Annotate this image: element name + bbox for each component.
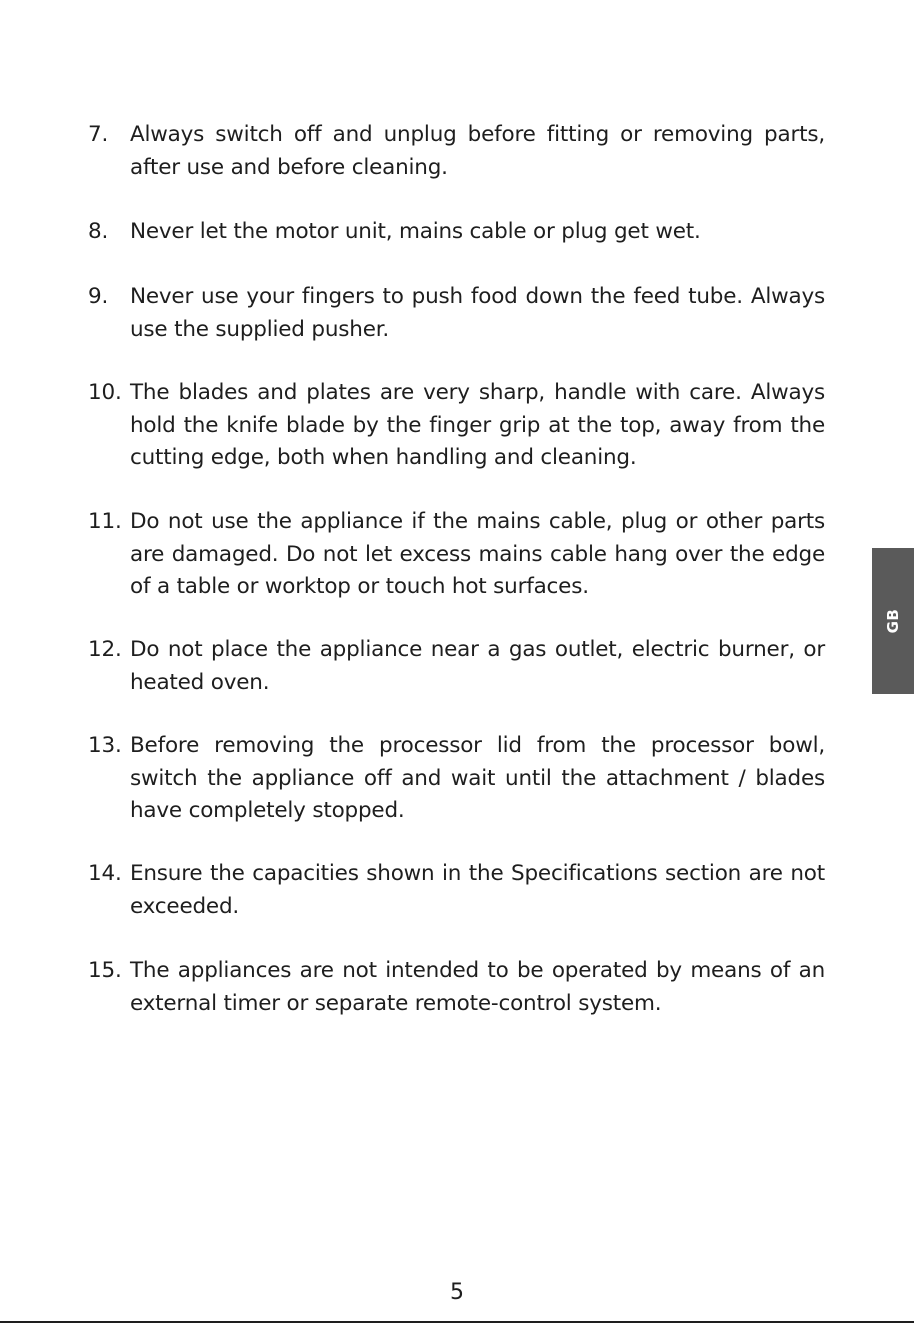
item-text: The appliances are not intended to be operated by means of an external timer or separate remote-control system. xyxy=(130,958,825,1016)
item-text: Never let the motor unit, mains cable or plug get wet. xyxy=(130,219,701,244)
item-text: Do not use the appliance if the mains cable, plug or other parts are damaged. Do not let excess mains cable hang over the edge of a table or worktop or touch hot surfaces. xyxy=(130,509,825,599)
item-number: 8. xyxy=(88,219,109,244)
item-text: Do not place the appliance near a gas outlet, electric burner, or heated oven. xyxy=(130,637,825,695)
item-number: 12. xyxy=(88,637,122,662)
item-number: 14. xyxy=(88,861,122,886)
page-number: 5 xyxy=(450,1280,464,1305)
item-number: 13. xyxy=(88,733,122,758)
item-text: The blades and plates are very sharp, handle with care. Always hold the knife blade by the finger grip at the top, away from the cutting edge, both when handling and cleaning. xyxy=(130,380,825,470)
language-tab xyxy=(872,548,914,694)
item-text: Ensure the capacities shown in the Specifications section are not exceeded. xyxy=(130,861,825,919)
item-number: 7. xyxy=(88,122,109,147)
bottom-divider xyxy=(0,1321,914,1323)
list-item xyxy=(88,955,825,1020)
item-number: 15. xyxy=(88,958,122,983)
item-text: Always switch off and unplug before fitting or removing parts, after use and before cleaning. xyxy=(130,122,825,180)
list-item xyxy=(88,506,825,604)
list-item xyxy=(88,634,825,699)
list-item xyxy=(88,281,825,346)
list-item xyxy=(88,377,825,475)
list-item xyxy=(88,858,825,923)
item-number: 9. xyxy=(88,284,109,309)
item-number: 11. xyxy=(88,509,122,534)
language-tab-label: GB xyxy=(884,608,902,634)
item-number: 10. xyxy=(88,380,122,405)
item-text: Never use your fingers to push food down the feed tube. Always use the supplied pusher. xyxy=(130,284,825,342)
item-text: Before removing the processor lid from the processor bowl, switch the appliance off and wait until the attachment / blades have completely stopped. xyxy=(130,733,825,823)
list-item xyxy=(88,119,825,184)
list-item xyxy=(88,730,825,828)
list-item xyxy=(88,216,825,249)
